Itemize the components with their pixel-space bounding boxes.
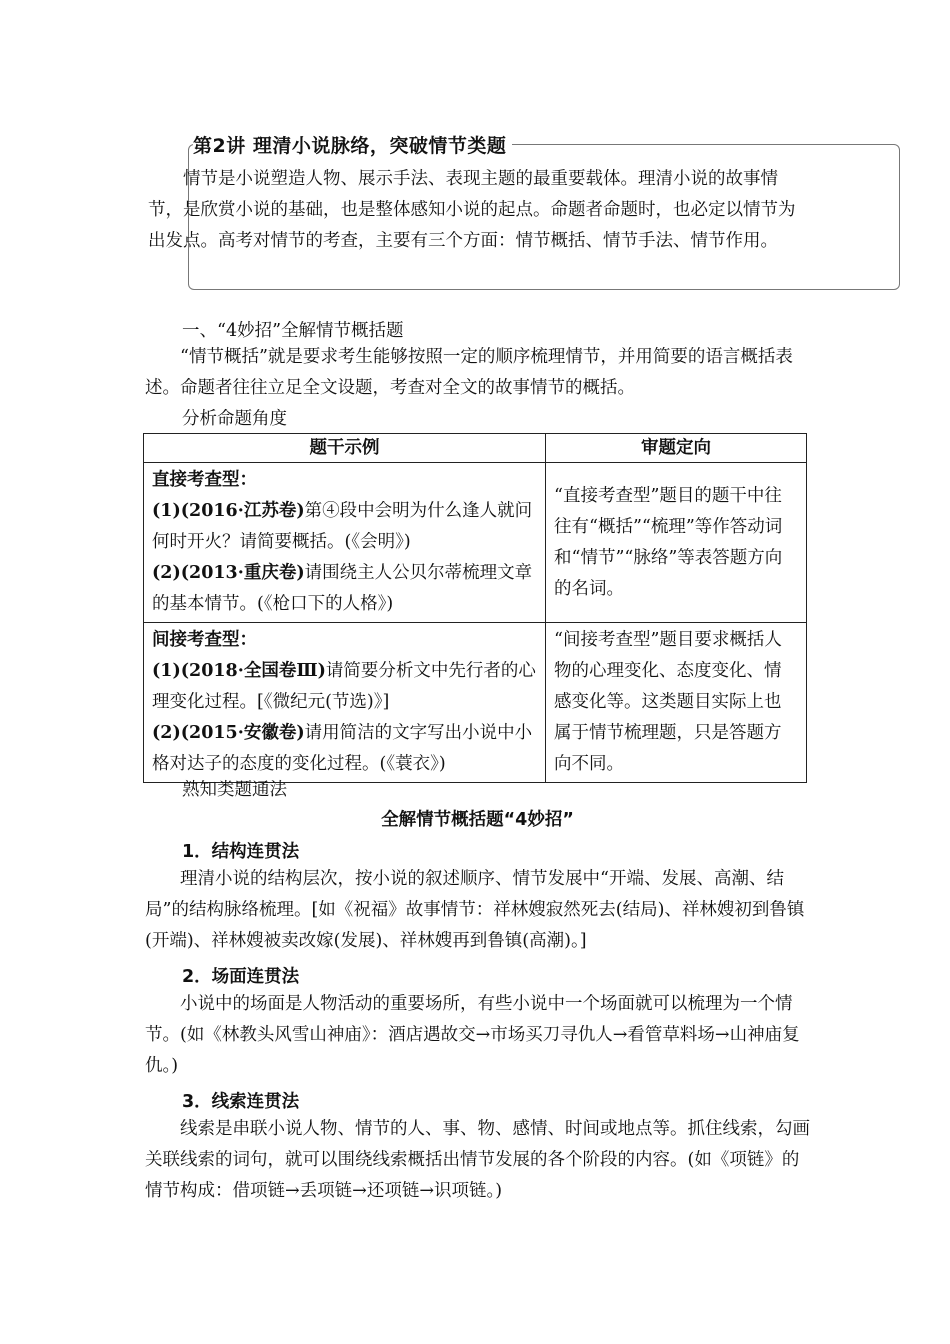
table-row: [144, 623, 807, 783]
method3-heading: 3．线索连贯法: [182, 1092, 300, 1112]
indirect-type-label: 间接考查型：: [152, 630, 257, 650]
source-label: (2)(2013·重庆卷): [152, 563, 305, 583]
indirect-type-cell: [144, 623, 546, 783]
question-text: 请简要分析文中先行者的心理变化过程。[《微纪元(节选)》]: [152, 661, 536, 712]
direct-type-note: “直接考查型”题目的题干中往往有“概括”“梳理”等作答动词和“情节”“脉络”等表答题方向的名词。: [546, 463, 807, 623]
table-header-direction: 审题定向: [546, 434, 807, 463]
intro-paragraph: 情节是小说塑造人物、展示手法、表现主题的最重要载体。理清小说的故事情节，是欣赏小说的基础，也是整体感知小说的起点。命题者命题时，也必定以情节为出发点。高考对情节的考查，主要有三个方面：情节概括、情节手法、情节作用。: [148, 169, 796, 251]
table-header-examples: 题干示例: [144, 434, 546, 463]
question-text: 请围绕主人公贝尔蒂梳理文章的基本情节。(《枪口下的人格》): [152, 563, 533, 614]
method1-heading: 1．结构连贯法: [182, 842, 300, 862]
table-row: [144, 463, 807, 623]
method-title: 全解情节概括题“4妙招”: [381, 810, 574, 830]
question-text: 第④段中会明为什么逢人就问何时开火？请简要概括。(《会明》): [152, 501, 533, 552]
indirect-type-note: “间接考查型”题目要求概括人物的心理变化、态度变化、情感变化等。这类题目实际上也属于情节梳理题，只是答题方向不同。: [546, 623, 807, 783]
familiar-heading: 熟知类题通法: [182, 780, 287, 800]
analysis-table: [143, 433, 807, 783]
direct-type-cell: [144, 463, 546, 623]
page-title: 第2讲 理清小说脉络，突破情节类题: [193, 131, 512, 158]
direct-type-label: 直接考查型：: [152, 470, 257, 490]
section1-paragraph: “情节概括”就是要求考生能够按照一定的顺序梳理情节，并用简要的语言概括表述。命题者往往立足全文设题，考查对全文的故事情节的概括。: [145, 347, 793, 398]
question-text: 请用简洁的文字写出小说中小格对达子的态度的变化过程。(《蓑衣》): [152, 723, 533, 774]
analysis-heading: 分析命题角度: [182, 409, 287, 429]
source-label: (1)(2018·全国卷Ⅲ): [152, 661, 326, 681]
section1-heading: 一、“4妙招”全解情节概括题: [182, 321, 404, 341]
method1-text: 理清小说的结构层次，按小说的叙述顺序、情节发展中“开端、发展、高潮、结局”的结构脉络梳理。[如《祝福》故事情节：祥林嫂寂然死去(结局)、祥林嫂初到鲁镇(开端)、祥林嫂被卖改嫁(发展)、祥林嫂再到鲁镇(高潮)。]: [145, 869, 805, 951]
source-label: (2)(2015·安徽卷): [152, 723, 305, 743]
method3-text: 线索是串联小说人物、情节的人、事、物、感情、时间或地点等。抓住线索，勾画关联线索的词句，就可以围绕线索概括出情节发展的各个阶段的内容。(如《项链》的情节构成：借项链→丢项链→还项链→识项链。): [145, 1119, 810, 1201]
source-label: (1)(2016·江苏卷): [152, 501, 305, 521]
method2-heading: 2．场面连贯法: [182, 967, 300, 987]
method2-text: 小说中的场面是人物活动的重要场所，有些小说中一个场面就可以梳理为一个情节。(如《林教头风雪山神庙》：酒店遇故交→市场买刀寻仇人→看管草料场→山神庙复仇。): [145, 994, 800, 1076]
